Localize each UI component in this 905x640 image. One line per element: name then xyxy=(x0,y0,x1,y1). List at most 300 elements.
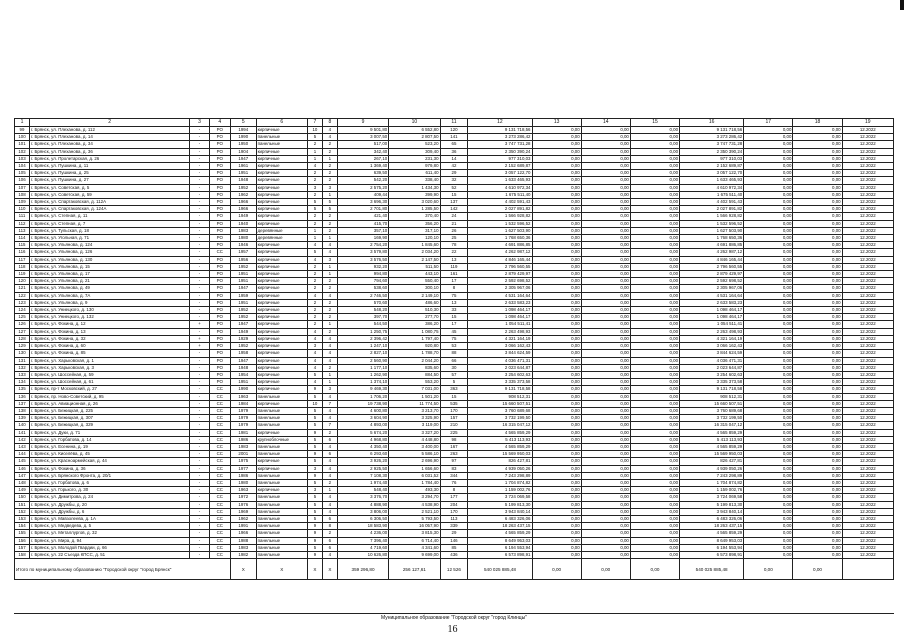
table-cell: 0,00 xyxy=(532,465,581,472)
table-cell: 12.2022 xyxy=(842,472,893,479)
table-cell: 12.2022 xyxy=(842,321,893,328)
table-cell: 140 xyxy=(15,422,30,429)
table-cell: 3 376,70 xyxy=(337,494,388,501)
table-cell: 2 xyxy=(322,170,337,177)
table-cell: 0,00 xyxy=(581,285,630,292)
table-row xyxy=(15,479,894,486)
table-cell: 2 027 891,82 xyxy=(468,206,532,213)
table-cell: 5 xyxy=(307,494,322,501)
table-cell: 397,70 xyxy=(337,314,388,321)
table-cell: 0,00 xyxy=(744,271,793,278)
total-cell: 359 296,80 xyxy=(337,559,388,580)
table-cell: 0,00 xyxy=(793,155,842,162)
table-cell: 15 569 950,03 xyxy=(680,451,744,458)
table-cell: 409,44 xyxy=(337,191,388,198)
table-cell: 4 538,90 xyxy=(389,501,440,508)
table-cell: 0,00 xyxy=(581,256,630,263)
table-cell: - xyxy=(190,551,209,558)
table-cell: 2 592 698,52 xyxy=(680,278,744,285)
table-cell: 0,00 xyxy=(581,328,630,335)
table-cell: г. Брянск, ул. Пушкина, д. 11 xyxy=(29,163,189,170)
table-cell: 0,00 xyxy=(793,220,842,227)
table-cell: 7 108,30 xyxy=(337,472,388,479)
table-cell: 0,00 xyxy=(744,350,793,357)
table-cell: 0,00 xyxy=(793,371,842,378)
table-cell: 2 xyxy=(307,314,322,321)
total-cell: 256 127,61 xyxy=(389,559,440,580)
table-cell: РО xyxy=(209,271,230,278)
table-cell: 1 xyxy=(322,321,337,328)
table-cell: г. Брянск, ул. Молодой Гвардии, д. 66 xyxy=(29,544,189,551)
table-cell: 0,00 xyxy=(630,249,679,256)
table-cell: 12.2022 xyxy=(842,307,893,314)
table-cell: г. Брянск, ул. Ульянова, д. 17 xyxy=(29,271,189,278)
table-cell: 1963 xyxy=(230,393,256,400)
table-cell: 2 633 583,23 xyxy=(680,299,744,306)
table-cell: 2 xyxy=(322,479,337,486)
table-cell: СС xyxy=(209,472,230,479)
table-cell: 2 xyxy=(322,530,337,537)
table-row xyxy=(15,530,894,537)
table-cell: 0,00 xyxy=(630,177,679,184)
table-cell: 12.2022 xyxy=(842,249,893,256)
table-cell: 0,00 xyxy=(630,155,679,162)
table-cell: 1975 xyxy=(230,458,256,465)
table-cell: 1 054 511,41 xyxy=(680,321,744,328)
table-cell: РО xyxy=(209,206,230,213)
table-cell: кирпичные xyxy=(256,314,307,321)
table-cell: кирпичные xyxy=(256,213,307,220)
table-cell: 2 147,50 xyxy=(389,256,440,263)
table-cell: г. Брянск, ул. Мавзолеева, д. 1А xyxy=(29,515,189,522)
table-cell: 3 943 840,14 xyxy=(468,508,532,515)
table-cell: 1904 xyxy=(230,148,256,155)
table-cell: панельные xyxy=(256,407,307,414)
table-cell: 3 747 731,28 xyxy=(468,141,532,148)
table-row xyxy=(15,515,894,522)
table-cell: СС xyxy=(209,501,230,508)
table-cell: - xyxy=(190,357,209,364)
table-cell: 0,00 xyxy=(793,407,842,414)
table-cell: 1 656,60 xyxy=(389,465,440,472)
table-cell: 2 807,50 xyxy=(389,134,440,141)
table-cell: 143 xyxy=(15,443,30,450)
table-cell: 2 xyxy=(307,271,322,278)
table-cell: 138 xyxy=(15,407,30,414)
table-cell: 0,00 xyxy=(532,127,581,134)
table-cell: 1990 xyxy=(230,386,256,393)
table-cell: 1962 xyxy=(230,515,256,522)
table-cell: 12.2022 xyxy=(842,134,893,141)
table-cell: 1980 xyxy=(230,479,256,486)
register-sheet xyxy=(14,118,894,580)
table-cell: 0,00 xyxy=(630,148,679,155)
table-cell: 0,00 xyxy=(793,357,842,364)
table-cell: - xyxy=(190,256,209,263)
table-cell: кирпичные xyxy=(256,278,307,285)
table-cell: 12.2022 xyxy=(842,530,893,537)
table-cell: 210 xyxy=(440,422,468,429)
table-cell: 2 879 429,97 xyxy=(680,271,744,278)
table-cell: 108 xyxy=(15,191,30,198)
table-cell: 4 xyxy=(307,357,322,364)
table-cell: панельные xyxy=(256,472,307,479)
table-cell: 137 xyxy=(440,199,468,206)
table-cell: г. Брянск, ул. Ульянова, д. 126 xyxy=(29,249,189,256)
table-cell: 4 968,80 xyxy=(337,436,388,443)
table-row xyxy=(15,350,894,357)
table-cell: 436 xyxy=(440,551,468,558)
table-cell: - xyxy=(190,191,209,198)
table-cell: - xyxy=(190,155,209,162)
table-cell: 0,00 xyxy=(744,530,793,537)
table-cell: 4 350,40 xyxy=(337,443,388,450)
table-cell: 18 263 437,15 xyxy=(680,523,744,530)
table-cell: 0,00 xyxy=(744,523,793,530)
table-cell: 0,00 xyxy=(532,515,581,522)
table-cell: 2 xyxy=(307,285,322,292)
table-cell: кирпичные xyxy=(256,163,307,170)
table-cell: 826 427,81 xyxy=(468,458,532,465)
table-row xyxy=(15,170,894,177)
table-cell: 1966 xyxy=(230,206,256,213)
total-cell: X xyxy=(230,559,256,580)
table-cell: 5 674,20 xyxy=(337,429,388,436)
table-cell: 826 427,81 xyxy=(680,458,744,465)
table-cell: - xyxy=(190,443,209,450)
table-cell: 0,00 xyxy=(793,299,842,306)
table-cell: 97 xyxy=(440,458,468,465)
table-cell: 0,00 xyxy=(581,307,630,314)
table-cell: 2 xyxy=(322,285,337,292)
table-cell: 1951 xyxy=(230,278,256,285)
table-cell: 550,40 xyxy=(389,278,440,285)
table-cell: 5 xyxy=(307,134,322,141)
table-cell: 2 xyxy=(322,177,337,184)
table-cell: 120 xyxy=(440,127,468,134)
table-cell: 4 939 050,26 xyxy=(680,465,744,472)
table-cell: 12.2022 xyxy=(842,429,893,436)
table-cell: 148 xyxy=(15,479,30,486)
table-cell: 1 xyxy=(307,155,322,162)
table-cell: г. Брянск, ул. Ульянова, д. 49 xyxy=(29,285,189,292)
table-cell: г. Брянск, ул. Фокина, д. 13 xyxy=(29,328,189,335)
table-cell: 113 xyxy=(15,227,30,234)
table-cell: 5 xyxy=(307,422,322,429)
table-cell: 542,20 xyxy=(337,177,388,184)
table-cell: 0,00 xyxy=(630,350,679,357)
table-cell: 2 xyxy=(322,141,337,148)
table-cell: 0,00 xyxy=(532,364,581,371)
table-cell: 1979 xyxy=(230,422,256,429)
table-cell: 8 xyxy=(322,523,337,530)
table-cell: 0,00 xyxy=(581,271,630,278)
table-cell: 4 610 972,34 xyxy=(468,184,532,191)
table-cell: 0,00 xyxy=(744,256,793,263)
table-cell: 0,00 xyxy=(532,544,581,551)
table-cell: 12.2022 xyxy=(842,422,893,429)
scan-edge-mark xyxy=(900,0,904,10)
table-cell: 0,00 xyxy=(744,163,793,170)
table-cell: 1958 xyxy=(230,350,256,357)
table-cell: 0,00 xyxy=(630,206,679,213)
table-cell: 111 xyxy=(15,213,30,220)
table-cell: 5 xyxy=(307,415,322,422)
table-cell: 2 746,50 xyxy=(337,292,388,299)
table-row xyxy=(15,321,894,328)
table-cell: 152 xyxy=(15,508,30,515)
table-cell: 0,00 xyxy=(630,415,679,422)
table-cell: СС xyxy=(209,487,230,494)
table-cell: 0,00 xyxy=(793,386,842,393)
table-cell: 12.2022 xyxy=(842,335,893,342)
table-cell: РО xyxy=(209,155,230,162)
column-number: 8 xyxy=(322,119,337,127)
table-row xyxy=(15,386,894,393)
table-cell: 136 xyxy=(15,393,30,400)
table-cell: 0,00 xyxy=(630,335,679,342)
table-cell: 300,10 xyxy=(389,285,440,292)
table-cell: 0,00 xyxy=(793,415,842,422)
column-number: 11 xyxy=(440,119,468,127)
table-cell: 0,00 xyxy=(744,127,793,134)
table-cell: - xyxy=(190,242,209,249)
table-cell: СС xyxy=(209,407,230,414)
table-cell: 4 565 859,29 xyxy=(680,530,744,537)
table-cell: 3 943 840,14 xyxy=(680,508,744,515)
table-cell: 3 273 286,42 xyxy=(468,134,532,141)
table-cell: 1956 xyxy=(230,256,256,263)
table-cell: 0,00 xyxy=(532,256,581,263)
table-cell: 0,00 xyxy=(630,386,679,393)
table-cell: 2 xyxy=(307,278,322,285)
table-cell: 76 xyxy=(440,479,468,486)
table-cell: 4 600,80 xyxy=(337,407,388,414)
table-cell: г. Брянск, ул. Фокина, д. 12 xyxy=(29,321,189,328)
table-cell: 0,00 xyxy=(581,472,630,479)
table-cell: 12.2022 xyxy=(842,163,893,170)
table-cell: кирпичные xyxy=(256,170,307,177)
table-cell: 0,00 xyxy=(532,206,581,213)
table-cell: панельные xyxy=(256,530,307,537)
table-cell: 26 xyxy=(440,227,468,234)
table-cell: 12.2022 xyxy=(842,386,893,393)
table-cell: кирпичные xyxy=(256,199,307,206)
table-cell: 7 xyxy=(322,422,337,429)
table-cell: 1972 xyxy=(230,494,256,501)
page-number: 16 xyxy=(447,624,458,635)
table-cell: 128 xyxy=(15,335,30,342)
table-cell: 4 531 164,64 xyxy=(680,292,744,299)
table-row xyxy=(15,271,894,278)
table-cell: РО xyxy=(209,170,230,177)
table-cell: 2 305 967,06 xyxy=(680,285,744,292)
table-cell: 1 675 511,40 xyxy=(680,191,744,198)
table-cell: г. Брянск, ул. Ульянова, д. 9 xyxy=(29,299,189,306)
table-cell: 4 xyxy=(322,134,337,141)
table-cell: 5 xyxy=(307,515,322,522)
table-cell: 12.2022 xyxy=(842,357,893,364)
table-cell: 0,00 xyxy=(630,163,679,170)
table-cell: 0,00 xyxy=(793,141,842,148)
table-cell: г. Брянск, пр-т Московский, д. 27 xyxy=(29,386,189,393)
table-row xyxy=(15,436,894,443)
table-cell: 204 xyxy=(440,501,468,508)
table-row xyxy=(15,551,894,558)
table-cell: 3 815,30 xyxy=(389,530,440,537)
table-cell: - xyxy=(190,364,209,371)
table-cell: 0,00 xyxy=(744,357,793,364)
table-cell: 0,00 xyxy=(630,220,679,227)
table-cell: 4 888,90 xyxy=(337,501,388,508)
table-cell: 2 027 891,82 xyxy=(680,206,744,213)
table-cell: 1959 xyxy=(230,292,256,299)
table-cell: 1954 xyxy=(230,371,256,378)
table-cell: 0,00 xyxy=(793,335,842,342)
table-cell: 231,30 xyxy=(389,155,440,162)
table-cell: 0,00 xyxy=(532,472,581,479)
column-number: 13 xyxy=(532,119,581,127)
table-cell: 0,00 xyxy=(744,494,793,501)
table-cell: 1 285,50 xyxy=(389,206,440,213)
table-cell: 145 xyxy=(15,458,30,465)
column-number: 10 xyxy=(389,119,440,127)
table-cell: 0,00 xyxy=(630,227,679,234)
table-cell: 8 649 953,03 xyxy=(680,537,744,544)
table-cell: г. Брянск, ул. Ульянова, д. 124 xyxy=(29,242,189,249)
table-cell: 0,00 xyxy=(581,227,630,234)
table-cell: кирпичные xyxy=(256,220,307,227)
table-cell: 4 341,60 xyxy=(389,544,440,551)
table-cell: панельные xyxy=(256,544,307,551)
table-cell: 3 273 286,42 xyxy=(680,134,744,141)
table-cell: 5 586,10 xyxy=(389,451,440,458)
table-cell: 78 xyxy=(440,242,468,249)
table-cell: 9 xyxy=(307,537,322,544)
table-row xyxy=(15,523,894,530)
table-cell: 1962 xyxy=(230,191,256,198)
table-cell: 5 xyxy=(307,407,322,414)
table-cell: 0,00 xyxy=(630,263,679,270)
table-cell: - xyxy=(190,213,209,220)
table-cell: - xyxy=(190,134,209,141)
table-cell: 4 xyxy=(322,415,337,422)
table-cell: 0,00 xyxy=(581,184,630,191)
table-cell: г. Брянск, ул. 22 Съезда КПСС, д. 51 xyxy=(29,551,189,558)
table-cell: 13 xyxy=(440,299,468,306)
table-cell: кирпичные xyxy=(256,285,307,292)
table-cell: 4 321 164,19 xyxy=(468,335,532,342)
table-cell: 4 xyxy=(307,335,322,342)
table-cell: панельные xyxy=(256,537,307,544)
table-cell: 3 254 602,63 xyxy=(680,371,744,378)
table-cell: панельные xyxy=(256,415,307,422)
table-cell: 0,00 xyxy=(532,170,581,177)
table-cell: 157 xyxy=(15,544,30,551)
table-cell: 134 xyxy=(15,379,30,386)
column-number: 14 xyxy=(581,119,630,127)
table-cell: РО xyxy=(209,307,230,314)
table-cell: 1 xyxy=(322,191,337,198)
table-cell: г. Брянск, ул. Фокина, д. 60 xyxy=(29,343,189,350)
column-number-row xyxy=(15,119,894,127)
table-cell: 1947 xyxy=(230,357,256,364)
table-cell: 4 xyxy=(322,127,337,134)
table-cell: 1982 xyxy=(230,551,256,558)
table-cell: 12.2022 xyxy=(842,235,893,242)
table-cell: 2 396,42 xyxy=(337,335,388,342)
column-number: 19 xyxy=(842,119,893,127)
table-cell: - xyxy=(190,148,209,155)
table-cell: - xyxy=(190,415,209,422)
table-cell: 6 xyxy=(322,537,337,544)
table-cell: 1 054 511,41 xyxy=(468,321,532,328)
table-cell: 10 xyxy=(307,400,322,407)
table-cell: 1 xyxy=(322,235,337,242)
table-cell: 18 263 437,15 xyxy=(468,523,532,530)
table-cell: 3 926,20 xyxy=(337,458,388,465)
table-cell: 4 xyxy=(322,343,337,350)
column-number: 12 xyxy=(468,119,532,127)
table-cell: 0,00 xyxy=(532,191,581,198)
table-cell: 0,00 xyxy=(581,127,630,134)
table-cell: 1 974,40 xyxy=(337,479,388,486)
table-cell: 101 xyxy=(15,141,30,148)
table-cell: г. Брянск, ул. Димитрова, д. 24 xyxy=(29,494,189,501)
table-cell: 169,90 xyxy=(337,235,388,242)
table-cell: - xyxy=(190,278,209,285)
table-cell: 0,00 xyxy=(744,479,793,486)
table-cell: 12.2022 xyxy=(842,458,893,465)
table-cell: 3 xyxy=(307,465,322,472)
table-cell: 570,60 xyxy=(337,299,388,306)
table-cell: 0,00 xyxy=(532,386,581,393)
table-cell: 0,00 xyxy=(581,551,630,558)
table-cell: 920,80 xyxy=(389,343,440,350)
table-cell: 0,00 xyxy=(793,350,842,357)
table-cell: 1 xyxy=(322,379,337,386)
table-cell: 4 893,00 xyxy=(337,422,388,429)
total-cell: X xyxy=(307,559,322,580)
table-cell: панельные xyxy=(256,443,307,450)
table-cell: 1950 xyxy=(230,141,256,148)
table-cell: 3 732 199,50 xyxy=(680,415,744,422)
table-cell: г. Брянск, ул. Харьковская, д. 1 xyxy=(29,357,189,364)
table-cell: 493,30 xyxy=(389,487,440,494)
table-cell: 0,00 xyxy=(744,184,793,191)
table-cell: 0,00 xyxy=(630,472,679,479)
table-cell: 12.2022 xyxy=(842,213,893,220)
table-cell: 0,00 xyxy=(744,213,793,220)
table-cell: 1 369,40 xyxy=(337,163,388,170)
table-cell: 12.2022 xyxy=(842,343,893,350)
table-cell: 12.2022 xyxy=(842,379,893,386)
table-cell: 357,10 xyxy=(337,227,388,234)
table-cell: 0,00 xyxy=(532,487,581,494)
table-cell: 0,00 xyxy=(744,206,793,213)
table-cell: 0,00 xyxy=(630,479,679,486)
table-row xyxy=(15,357,894,364)
table-cell: 344 xyxy=(440,472,468,479)
table-cell: 370,40 xyxy=(389,213,440,220)
table-cell: 3 294,70 xyxy=(389,494,440,501)
table-cell: 3 xyxy=(322,386,337,393)
table-cell: 2 754,20 xyxy=(337,242,388,249)
table-cell: 4 xyxy=(307,379,322,386)
table-cell: 12.2022 xyxy=(842,501,893,508)
table-cell: 0,00 xyxy=(630,127,679,134)
table-cell: 3 806,00 xyxy=(337,508,388,515)
